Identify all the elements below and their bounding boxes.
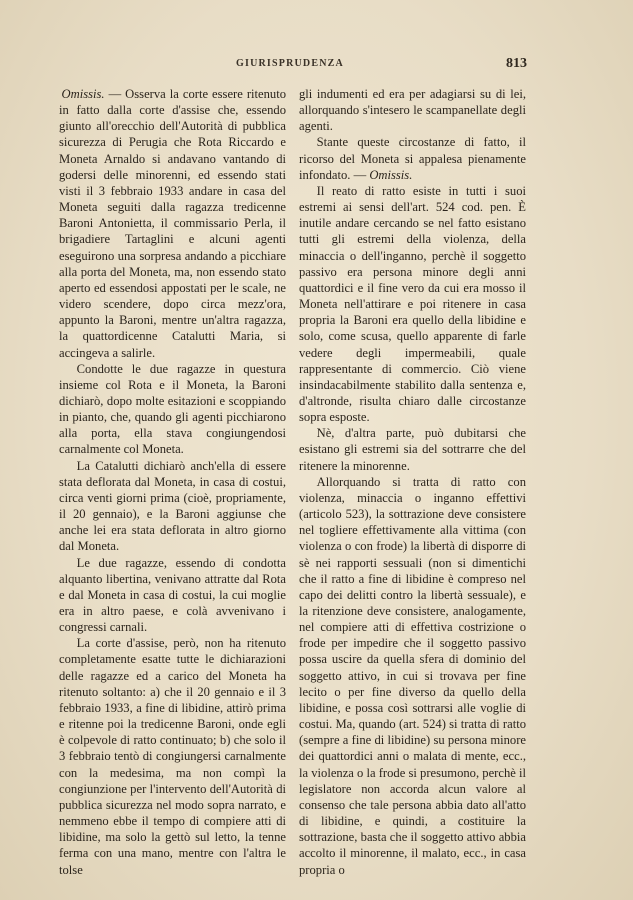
- paragraph: [299, 134, 526, 182]
- paragraph: gli indumenti ed era per adagiarsi su di lei, allorquando s'intesero le scampanellate degli agenti.: [299, 87, 526, 134]
- paragraph: Condotte le due ragazze in questura insieme col Rota e il Moneta, la Baroni dichiarò, dopo molte esitazioni e scoppiando in pianto, che, quando gli agenti picchiarono alla porta, ella stava congiungendosi carnalmente col Moneta.: [59, 361, 286, 457]
- omissis-tail: Omissis.: [369, 167, 413, 182]
- paragraph-text: Stante queste circostanze di fatto, il ricorso del Moneta si appalesa pienamente infondato. —: [299, 135, 526, 182]
- paragraph-text: — Osserva la corte essere ritenuto in fatto dalla corte d'assise che, essendo giunto all'orecchio dell'Autorità di pubblica sicurezza di Perugia che Rota Riccardo e Moneta Arnaldo si andavano vantando di godersi delle minorenni, ed essendo stati visti il 3 febbraio 1933 andare in casa del Moneta seguiti dalla ragazza tredicenne Baroni Antonietta, il commissario Perla, il brigadiere Tartaglini e alcuni agenti eseguirono una sorpresa andando a picchiare alla porta del Moneta, ma, non essendo stato aperto ed essendosi appostati per le scale, ne videro scendere, dopo circa mezz'ora, appunto la Baroni, mentre un'altra ragazza, la quattordicenne Catalutti Maria, si accingeva a salirle.: [59, 87, 286, 360]
- paragraph: La corte d'assise, però, non ha ritenuto completamente esatte tutte le dichiarazioni delle ragazze ed a carico del Moneta ha ritenuto soltanto: a) che il 20 gennaio e il 3 febbraio 1933, a fine di libidine, attirò prima e ritenne poi la tredicenne Baroni, onde egli è colpevole di ratto continuato; b) che solo il 3 febbraio tentò di congiungersi carnalmente con la medesima, ma non compì la congiunzione per l'intervento dell'Autorità di pubblica sicurezza nel modo sopra narrato, e nemmeno ebbe il tempo di compiere atti di libidine, ma solo la gettò sul letto, la tenne ferma con una mano, mentre con l'altra le tolse: [59, 636, 286, 877]
- left-column: [59, 86, 286, 878]
- right-column: [299, 86, 526, 878]
- paragraph: Allorquando si tratta di ratto con violenza, minaccia o inganno effettivi (articolo 523), la sottrazione deve consistere nel togliere effettivamente alla vittima (con violenza o con frode) la libertà di disporre di sè nei rapporti sessuali (non si dimentichi che il ratto a fine di libidine è compreso nel capo dei delitti contro la libertà sessuale), e la ritenzione deve consistere, analogamente, nel compiere atti di effettiva costrizione o frode per impedire che il soggetto passivo possa uscire da quella sfera di dominio del soggetto attivo, in cui si trovava per fine lecito o per fine diverso da quello della libidine, e possa così sottrarsi alle voglie di costui. Ma, quando (art. 524) si tratta di ratto (sempre a fine di libidine) su persona minore dei quattordici anni o malata di mente, ecc., la violenza o la frode si presumono, perchè il legislatore non accorda alcun valore al consenso che tale persona abbia dato all'atto di libidine, e quindi, a costituire la sottrazione, basta che il soggetto attivo abbia accolto il minorenne, il malato, ecc., in casa propria o: [299, 474, 526, 877]
- paragraph: [59, 86, 286, 361]
- paragraph: Il reato di ratto esiste in tutti i suoi estremi ai sensi dell'art. 524 cod. pen. È inutile andare cercando se nel fatto esistano tutti gli estremi della violenza, della minaccia o dell'inganno, perchè il soggetto passivo era persona minore degli anni quattordici e il fine vero da cui era mosso il Moneta nell'attirare e poi ritenere in casa propria la Baroni era quello della libidine e solo, come scusa, quello apparente di farle vedere degli impermeabili, quale rappresentante di commercio. Ciò viene insindacabilmente stabilito dalla sentenza e, d'altronde, risulta chiaro dalle circostanze sopra esposte.: [299, 183, 526, 425]
- paragraph: Le due ragazze, essendo di condotta alquanto libertina, venivano attratte dal Rota e dal Moneta in casa di costui, la cui moglie era in altro paese, e colà avvenivano i congressi carnali.: [59, 555, 286, 635]
- paragraph: La Catalutti dichiarò anch'ella di essere stata deflorata dal Moneta, in casa di costui, circa venti giorni prima (cioè, propriamente, il 20 gennaio), e la Baroni aggiunse che anche lei era stata deflorata in altro giorno dal Moneta.: [59, 458, 286, 554]
- paragraph: Nè, d'altra parte, può dubitarsi che esistano gli estremi sia del sottrarre che del ritenere la minorenne.: [299, 426, 526, 473]
- omissis-lead: Omissis.: [61, 87, 105, 101]
- running-title: GIURISPRUDENZA: [236, 58, 344, 69]
- page-number: 813: [506, 56, 527, 71]
